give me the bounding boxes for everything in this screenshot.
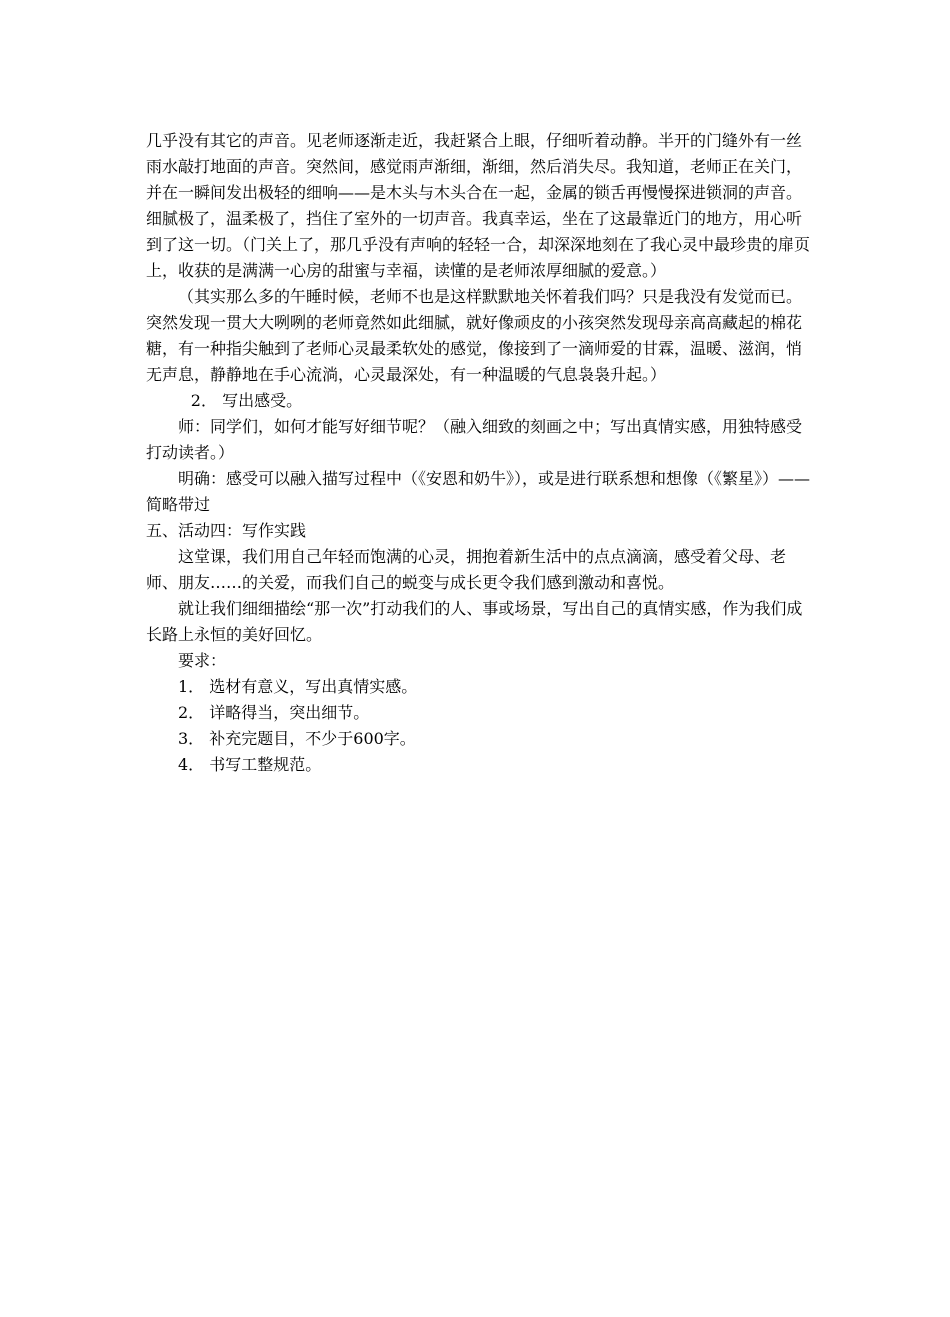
paragraph-teacher-question: 师：同学们，如何才能写好细节呢？（融入细致的刻画之中；写出真情实感，用独特感受打动读者。） <box>146 417 803 462</box>
requirement-item-1: 1． 选材有意义，写出真情实感。 <box>178 677 418 696</box>
paragraph-reflection: （其实那么多的午睡时候，老师不也是这样默默地关怀着我们吗？只是我没有发觉而已。突然发现一贯大大咧咧的老师竟然如此细腻，就好像顽皮的小孩突然发现母亲高高藏起的棉花糖，有一种指尖触到了老师心灵最柔软处的感觉，像接到了一滴师爱的甘霖，温暖、滋润，悄无声息，静静地在手心流淌，心灵最深处，有一种温暖的气息袅袅升起。） <box>146 287 803 384</box>
requirements-title: 要求： <box>178 651 227 670</box>
requirement-item-2: 2． 详略得当，突出细节。 <box>178 703 370 722</box>
section-heading-activity-4: 五、活动四：写作实践 <box>146 521 307 540</box>
requirement-item-4: 4． 书写工整规范。 <box>178 755 322 774</box>
paragraph-clarification: 明确：感受可以融入描写过程中（《安恩和奶牛》），或是进行联系想和想像（《繁星》）——简略带过 <box>146 469 811 514</box>
paragraph-assignment: 就让我们细细描绘“那一次”打动我们的人、事或场景，写出自己的真情实感，作为我们成长路上永恒的美好回忆。 <box>146 599 803 644</box>
requirement-item-3: 3． 补充完题目，不少于600字。 <box>178 729 416 748</box>
list-item-2: 2． 写出感受。 <box>190 391 303 410</box>
paragraph-summary: 这堂课，我们用自己年轻而饱满的心灵，拥抱着新生活中的点点滴滴，感受着父母、老师、朋友……的关爱，而我们自己的蜕变与成长更令我们感到激动和喜悦。 <box>146 547 787 592</box>
document-body <box>146 128 810 778</box>
paragraph-classroom-scene: 几乎没有其它的声音。见老师逐渐走近，我赶紧合上眼，仔细听着动静。半开的门缝外有一丝雨水敲打地面的声音。突然间，感觉雨声渐细，渐细，然后消失尽。我知道，老师正在关门，并在一瞬间发出极轻的细响——是木头与木头合在一起，金属的锁舌再慢慢探进锁洞的声音。细腻极了，温柔极了，挡住了室外的一切声音。我真幸运，坐在了这最靠近门的地方，用心听到了这一切。（门关上了，那几乎没有声响的轻轻一合，却深深地刻在了我心灵中最珍贵的扉页上，收获的是满满一心房的甜蜜与幸福，读懂的是老师浓厚细腻的爱意。） <box>146 131 811 280</box>
